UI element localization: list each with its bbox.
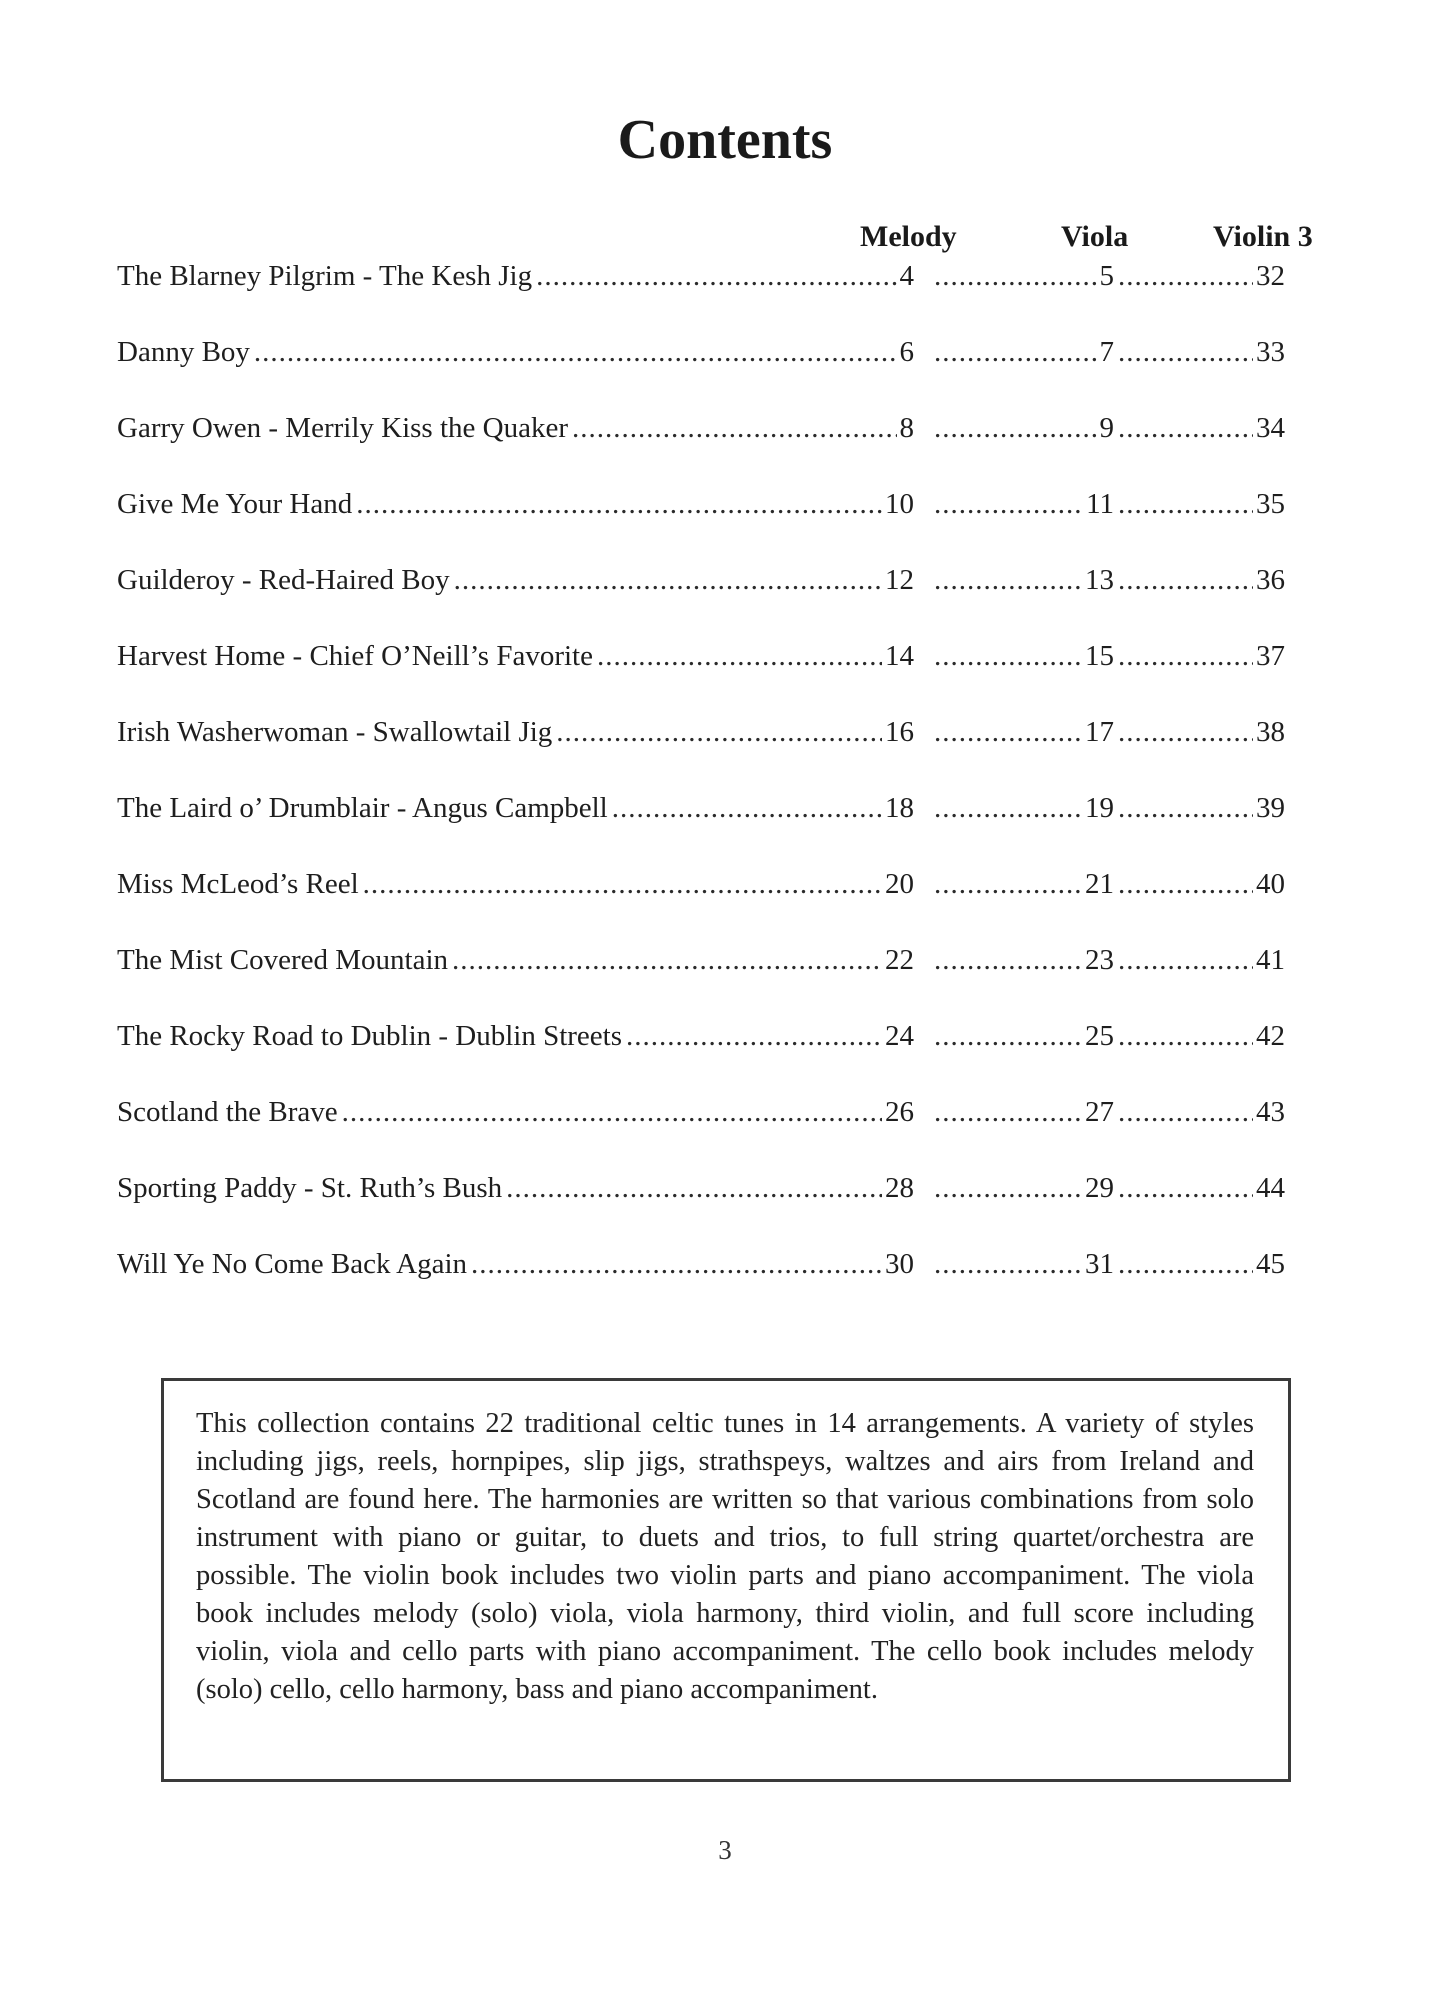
dot-leader (1118, 1170, 1253, 1206)
toc-entry-title: Give Me Your Hand (117, 488, 353, 520)
dot-leader (934, 714, 1082, 750)
violin3-page-cell (1114, 638, 1285, 674)
dot-leader (934, 638, 1082, 674)
dot-leader (254, 334, 897, 370)
violin3-page-number: 44 (1256, 1172, 1285, 1204)
dot-leader (934, 334, 1097, 370)
violin3-page-cell (1114, 258, 1285, 294)
violin3-page-cell (1114, 562, 1285, 598)
violin3-page-number: 32 (1256, 260, 1285, 292)
toc-row[interactable] (117, 486, 1287, 562)
viola-page-cell (930, 714, 1114, 750)
toc-row[interactable] (117, 866, 1287, 942)
violin3-page-cell (1114, 334, 1285, 370)
toc-entry-title: Danny Boy (117, 336, 250, 368)
violin3-page-number: 42 (1256, 1020, 1285, 1052)
melody-page-number: 12 (885, 564, 914, 596)
dot-leader (626, 1018, 882, 1054)
toc-entry-title-cell (117, 714, 914, 750)
dot-leader (934, 866, 1082, 902)
viola-page-cell (930, 1094, 1114, 1130)
viola-page-cell (930, 942, 1114, 978)
toc-entry-title: Garry Owen - Merrily Kiss the Quaker (117, 412, 568, 444)
column-header-violin3: Violin 3 (1213, 220, 1313, 253)
dot-leader (1118, 790, 1253, 826)
viola-page-number: 27 (1085, 1096, 1114, 1128)
toc-entry-title: Harvest Home - Chief O’Neill’s Favorite (117, 640, 593, 672)
viola-page-number: 9 (1099, 412, 1114, 444)
viola-page-number: 21 (1085, 868, 1114, 900)
toc-row[interactable] (117, 258, 1287, 334)
violin3-page-number: 39 (1256, 792, 1285, 824)
viola-page-cell (930, 562, 1114, 598)
dot-leader (342, 1094, 882, 1130)
melody-page-number: 8 (899, 412, 914, 444)
viola-page-number: 23 (1085, 944, 1114, 976)
dot-leader (1118, 486, 1253, 522)
melody-page-number: 6 (899, 336, 914, 368)
dot-leader (934, 1170, 1082, 1206)
toc-entry-title: The Blarney Pilgrim - The Kesh Jig (117, 260, 533, 292)
viola-page-cell (930, 258, 1114, 294)
column-header-viola: Viola (1061, 220, 1129, 253)
dot-leader (572, 410, 897, 446)
contents-list (117, 258, 1287, 1322)
dot-leader (454, 562, 882, 598)
violin3-page-number: 43 (1256, 1096, 1285, 1128)
melody-page-number: 22 (885, 944, 914, 976)
melody-page-number: 24 (885, 1020, 914, 1052)
melody-page-number: 4 (899, 260, 914, 292)
dot-leader (934, 258, 1097, 294)
violin3-page-number: 45 (1256, 1248, 1285, 1280)
dot-leader (934, 410, 1097, 446)
viola-page-cell (930, 790, 1114, 826)
dot-leader (597, 638, 882, 674)
dot-leader (471, 1246, 882, 1282)
violin3-page-cell (1114, 1170, 1285, 1206)
dot-leader (934, 486, 1083, 522)
viola-page-number: 5 (1099, 260, 1114, 292)
toc-entry-title-cell (117, 1246, 914, 1282)
toc-entry-title-cell (117, 410, 914, 446)
dot-leader (934, 562, 1082, 598)
toc-entry-title-cell (117, 1018, 914, 1054)
viola-page-number: 29 (1085, 1172, 1114, 1204)
toc-row[interactable] (117, 790, 1287, 866)
toc-row[interactable] (117, 1246, 1287, 1322)
toc-entry-title-cell (117, 790, 914, 826)
dot-leader (934, 942, 1082, 978)
toc-entry-title: Irish Washerwoman - Swallowtail Jig (117, 716, 553, 748)
dot-leader (612, 790, 882, 826)
toc-row[interactable] (117, 1170, 1287, 1246)
toc-row[interactable] (117, 942, 1287, 1018)
violin3-page-cell (1114, 410, 1285, 446)
melody-page-number: 14 (885, 640, 914, 672)
dot-leader (556, 714, 882, 750)
dot-leader (1118, 1018, 1253, 1054)
toc-row[interactable] (117, 1018, 1287, 1094)
dot-leader (1118, 562, 1253, 598)
violin3-page-cell (1114, 486, 1285, 522)
dot-leader (536, 258, 896, 294)
dot-leader (1118, 866, 1253, 902)
toc-entry-title-cell (117, 942, 914, 978)
toc-entry-title: The Rocky Road to Dublin - Dublin Streets (117, 1020, 623, 1052)
page-title: Contents (617, 109, 833, 171)
viola-page-cell (930, 486, 1114, 522)
violin3-page-number: 38 (1256, 716, 1285, 748)
viola-page-number: 31 (1085, 1248, 1114, 1280)
viola-page-number: 11 (1086, 488, 1114, 520)
viola-page-cell (930, 638, 1114, 674)
toc-row[interactable] (117, 562, 1287, 638)
dot-leader (934, 1246, 1082, 1282)
viola-page-cell (930, 1246, 1114, 1282)
violin3-page-cell (1114, 1018, 1285, 1054)
toc-entry-title-cell (117, 638, 914, 674)
description-text: This collection contains 22 traditional celtic tunes in 14 arrangements. A variety of styles including jigs, reels, hornpipes, slip jigs, strathspeys, waltzes and airs from Ireland and Scotland are found here. The harmonies are written so that various combinations from solo instrument with piano or guitar, to duets and trios, to full string quartet/orchestra are possible. The violin book includes two violin parts and piano accompaniment. The viola book includes melody (solo) viola, viola harmony, third violin, and full score including violin, viola and cello parts with piano accompaniment. The cello book includes melody (solo) cello, cello harmony, bass and piano accompaniment. (196, 1408, 1254, 1705)
dot-leader (1118, 410, 1253, 446)
toc-row[interactable] (117, 334, 1287, 410)
toc-entry-title-cell (117, 486, 914, 522)
page-number: 3 (718, 1835, 732, 1865)
dot-leader (1118, 714, 1253, 750)
toc-entry-title: Scotland the Brave (117, 1096, 338, 1128)
viola-page-number: 7 (1099, 336, 1114, 368)
viola-page-number: 17 (1085, 716, 1114, 748)
toc-entry-title-cell (117, 258, 914, 294)
dot-leader (363, 866, 882, 902)
viola-page-number: 19 (1085, 792, 1114, 824)
viola-page-cell (930, 1170, 1114, 1206)
dot-leader (1118, 942, 1253, 978)
melody-page-number: 30 (885, 1248, 914, 1280)
toc-row[interactable] (117, 410, 1287, 486)
dot-leader (452, 942, 882, 978)
viola-page-cell (930, 866, 1114, 902)
violin3-page-cell (1114, 866, 1285, 902)
violin3-page-number: 34 (1256, 412, 1285, 444)
violin3-page-number: 41 (1256, 944, 1285, 976)
melody-page-number: 18 (885, 792, 914, 824)
toc-row[interactable] (117, 714, 1287, 790)
toc-row[interactable] (117, 1094, 1287, 1170)
viola-page-cell (930, 410, 1114, 446)
toc-entry-title-cell (117, 334, 914, 370)
toc-entry-title-cell (117, 1170, 914, 1206)
toc-entry-title: Sporting Paddy - St. Ruth’s Bush (117, 1172, 503, 1204)
dot-leader (934, 1094, 1082, 1130)
description-box (161, 1378, 1291, 1782)
melody-page-number: 20 (885, 868, 914, 900)
dot-leader (1118, 1246, 1253, 1282)
melody-page-number: 26 (885, 1096, 914, 1128)
toc-entry-title-cell (117, 1094, 914, 1130)
melody-page-number: 10 (885, 488, 914, 520)
violin3-page-number: 36 (1256, 564, 1285, 596)
violin3-page-cell (1114, 942, 1285, 978)
violin3-page-number: 33 (1256, 336, 1285, 368)
dot-leader (1118, 334, 1253, 370)
toc-row[interactable] (117, 638, 1287, 714)
column-headers (0, 220, 1450, 260)
viola-page-cell (930, 334, 1114, 370)
violin3-page-cell (1114, 1246, 1285, 1282)
column-header-melody: Melody (860, 220, 957, 253)
violin3-page-cell (1114, 1094, 1285, 1130)
dot-leader (356, 486, 882, 522)
dot-leader (506, 1170, 882, 1206)
melody-page-number: 16 (885, 716, 914, 748)
dot-leader (1118, 638, 1253, 674)
toc-entry-title: Guilderoy - Red-Haired Boy (117, 564, 450, 596)
violin3-page-number: 35 (1256, 488, 1285, 520)
violin3-page-number: 37 (1256, 640, 1285, 672)
dot-leader (934, 790, 1082, 826)
dot-leader (1118, 1094, 1253, 1130)
viola-page-number: 15 (1085, 640, 1114, 672)
toc-entry-title-cell (117, 562, 914, 598)
toc-entry-title: Will Ye No Come Back Again (117, 1248, 468, 1280)
violin3-page-cell (1114, 714, 1285, 750)
toc-entry-title: The Laird o’ Drumblair - Angus Campbell (117, 792, 608, 824)
viola-page-number: 25 (1085, 1020, 1114, 1052)
viola-page-cell (930, 1018, 1114, 1054)
toc-entry-title: The Mist Covered Mountain (117, 944, 449, 976)
toc-entry-title: Miss McLeod’s Reel (117, 868, 359, 900)
dot-leader (934, 1018, 1082, 1054)
melody-page-number: 28 (885, 1172, 914, 1204)
violin3-page-cell (1114, 790, 1285, 826)
viola-page-number: 13 (1085, 564, 1114, 596)
dot-leader (1118, 258, 1253, 294)
toc-entry-title-cell (117, 866, 914, 902)
violin3-page-number: 40 (1256, 868, 1285, 900)
